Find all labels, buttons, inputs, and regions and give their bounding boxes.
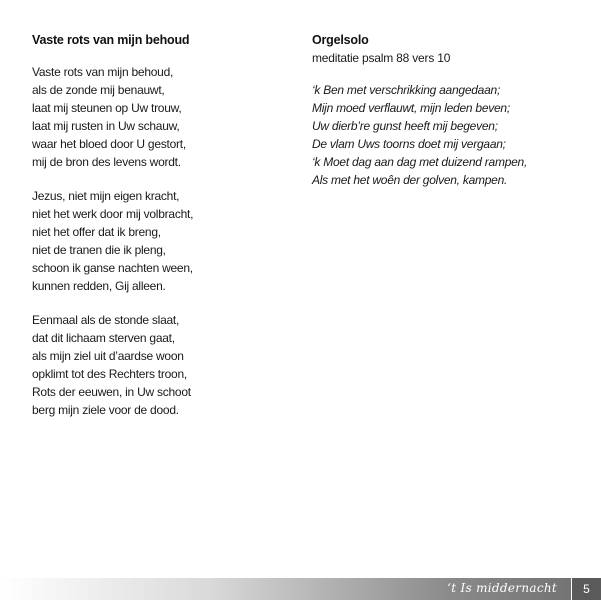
left-column bbox=[32, 31, 282, 435]
psalm-line: Mijn moed verflauwt, mijn leden beven; bbox=[312, 101, 510, 115]
hymn-title: Vaste rots van mijn behoud bbox=[32, 33, 190, 47]
verse-line: berg mijn ziele voor de dood. bbox=[32, 403, 179, 417]
verse-line: Vaste rots van mijn behoud, bbox=[32, 65, 174, 79]
verse-line: als de zonde mij benauwt, bbox=[32, 83, 165, 97]
verse-line: Eenmaal als de stonde slaat, bbox=[32, 313, 180, 327]
verse-line: niet de tranen die ik pleng, bbox=[32, 243, 166, 257]
section-title: Orgelsolo bbox=[312, 33, 369, 47]
stanza-3 bbox=[32, 311, 282, 419]
verse-line: niet het offer dat ik breng, bbox=[32, 225, 161, 239]
footer-bar bbox=[0, 578, 601, 600]
verse-line: schoon ik ganse nachten ween, bbox=[32, 261, 193, 275]
psalm-line: Als met het woên der golven, kampen. bbox=[312, 173, 508, 187]
psalm-line: De vlam Uws toorns doet mij vergaan; bbox=[312, 137, 506, 151]
footer-title: ‘t Is middernacht bbox=[447, 581, 557, 595]
psalm-line: Uw dierb’re gunst heeft mij begeven; bbox=[312, 119, 498, 133]
psalm-line: ‘k Moet dag aan dag met duizend rampen, bbox=[312, 155, 528, 169]
verse-line: laat mij steunen op Uw trouw, bbox=[32, 101, 182, 115]
stanza-2 bbox=[32, 187, 282, 295]
right-column bbox=[312, 31, 582, 205]
verse-line: dat dit lichaam sterven gaat, bbox=[32, 331, 175, 345]
verse-line: kunnen redden, Gij alleen. bbox=[32, 279, 166, 293]
verse-line: mij de bron des levens wordt. bbox=[32, 155, 181, 169]
verse-line: Rots der eeuwen, in Uw schoot bbox=[32, 385, 191, 399]
section-subtitle: meditatie psalm 88 vers 10 bbox=[312, 51, 451, 65]
verse-line: Jezus, niet mijn eigen kracht, bbox=[32, 189, 180, 203]
stanza-1 bbox=[32, 63, 282, 171]
verse-line: waar het bloed door U gestort, bbox=[32, 137, 186, 151]
page-number: 5 bbox=[571, 578, 601, 600]
verse-line: als mijn ziel uit d’aardse woon bbox=[32, 349, 184, 363]
verse-line: niet het werk door mij volbracht, bbox=[32, 207, 194, 221]
verse-line: laat mij rusten in Uw schauw, bbox=[32, 119, 180, 133]
verse-line: opklimt tot des Rechters troon, bbox=[32, 367, 187, 381]
psalm-line: ‘k Ben met verschrikking aangedaan; bbox=[312, 83, 501, 97]
psalm-verse bbox=[312, 81, 582, 189]
